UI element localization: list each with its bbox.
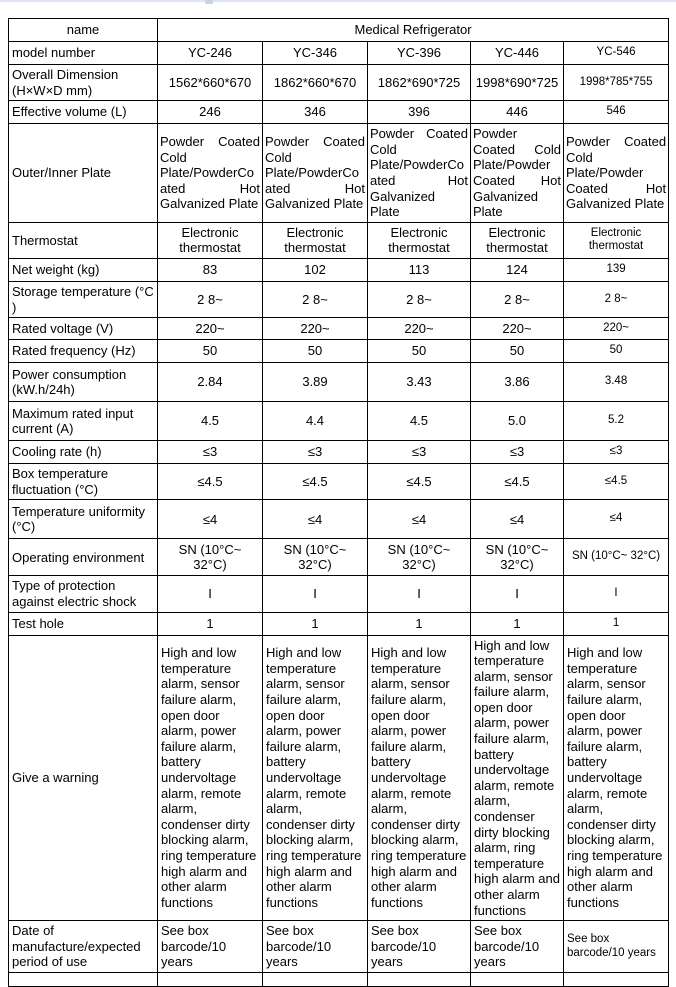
table-row: [9, 402, 669, 441]
row-label: Date of manufacture/expected period of use: [9, 921, 158, 973]
table-cell: 2 8~: [564, 281, 669, 317]
table-cell: 139: [564, 258, 669, 281]
table-row: [9, 539, 669, 576]
table-cell: 1998*785*755: [564, 65, 669, 101]
table-row-clipped: [9, 972, 669, 986]
table-cell: ≤3: [368, 441, 471, 464]
table-cell: 4.4: [263, 402, 368, 441]
table-cell: Powder Coated Cold Plate/PowderCoated Hot Galvanized Plate: [368, 124, 471, 223]
table-cell: 4.5: [368, 402, 471, 441]
table-cell: 220~: [158, 318, 263, 340]
table-cell: See box barcode/10 years: [471, 921, 564, 973]
row-label: Power consumption (kW.h/24h): [9, 363, 158, 402]
table-cell: Powder Coated Cold Plate/Powder Coated Hot Galvanized Plate: [564, 124, 669, 223]
table-row: [9, 281, 669, 317]
table-cell: [564, 972, 669, 986]
row-label: Temperature uniformity (°C): [9, 500, 158, 539]
table-cell: 1862*660*670: [263, 65, 368, 101]
table-cell: 3.89: [263, 363, 368, 402]
table-row: [9, 921, 669, 973]
table-cell: ≤4: [368, 500, 471, 539]
table-cell: 220~: [471, 318, 564, 340]
row-label: Maximum rated input current (A): [9, 402, 158, 441]
table-cell: I: [368, 576, 471, 612]
table-cell: 220~: [368, 318, 471, 340]
model-cell: YC-396: [368, 42, 471, 65]
table-cell: [471, 972, 564, 986]
table-cell: 220~: [263, 318, 368, 340]
table-cell: SN (10°C~ 32°C): [471, 539, 564, 576]
table-row: [9, 500, 669, 539]
row-label: Thermostat: [9, 222, 158, 258]
table-cell: ≤4.5: [564, 464, 669, 500]
table-cell: 1: [368, 612, 471, 635]
table-cell: 396: [368, 101, 471, 124]
table-row: [9, 340, 669, 363]
table-cell: 1: [158, 612, 263, 635]
table-cell: Powder Coated Cold Plate/Powder Coated Hot Galvanized Plate: [471, 124, 564, 223]
table-cell: 346: [263, 101, 368, 124]
row-label: Give a warning: [9, 635, 158, 921]
table-cell: 50: [263, 340, 368, 363]
table-cell: 3.86: [471, 363, 564, 402]
table-cell: 446: [471, 101, 564, 124]
table-row: [9, 363, 669, 402]
row-label: Overall Dimension (H×W×D mm): [9, 65, 158, 101]
model-cell: YC-346: [263, 42, 368, 65]
table-row: [9, 258, 669, 281]
top-edge-artifact: [205, 0, 213, 4]
table-cell: I: [564, 576, 669, 612]
model-cell: YC-446: [471, 42, 564, 65]
table-cell: ≤3: [158, 441, 263, 464]
table-cell: 1: [263, 612, 368, 635]
table-row: [9, 124, 669, 223]
product-name: Medical Refrigerator: [158, 19, 669, 42]
row-label-model-number: model number: [9, 42, 158, 65]
table-cell: ≤4.5: [471, 464, 564, 500]
table-cell: SN (10°C~ 32°C): [564, 539, 669, 576]
table-cell: 546: [564, 101, 669, 124]
table-row-model: [9, 42, 669, 65]
table-cell: 2 8~: [263, 281, 368, 317]
row-label: Operating environment: [9, 539, 158, 576]
table-row-name: [9, 19, 669, 42]
table-cell: 83: [158, 258, 263, 281]
table-cell: SN (10°C~ 32°C): [158, 539, 263, 576]
table-cell: 1862*690*725: [368, 65, 471, 101]
table-row: [9, 612, 669, 635]
table-row: [9, 101, 669, 124]
table-cell: [263, 972, 368, 986]
table-row: [9, 576, 669, 612]
table-cell: Electronic thermostat: [564, 222, 669, 258]
row-label: Outer/Inner Plate: [9, 124, 158, 223]
table-cell: High and low temperature alarm, sensor failure alarm, open door alarm, power failure alarm, battery undervoltage alarm, remote alarm, condenser dirty blocking alarm, ring temperature high alarm and other alarm functions: [471, 635, 564, 921]
row-label: Effective volume (L): [9, 101, 158, 124]
row-label: Rated frequency (Hz): [9, 340, 158, 363]
table-cell: I: [263, 576, 368, 612]
row-label: Box temperature fluctuation (°C): [9, 464, 158, 500]
table-cell: [9, 972, 158, 986]
table-cell: 50: [158, 340, 263, 363]
table-cell: SN (10°C~ 32°C): [368, 539, 471, 576]
table-cell: 3.48: [564, 363, 669, 402]
table-cell: Electronic thermostat: [471, 222, 564, 258]
table-cell: High and low temperature alarm, sensor failure alarm, open door alarm, power failure alarm, battery undervoltage alarm, remote alarm, condenser dirty blocking alarm, ring temperature high alarm and other alarm functions: [158, 635, 263, 921]
model-cell: YC-246: [158, 42, 263, 65]
table-cell: ≤4.5: [263, 464, 368, 500]
table-cell: 124: [471, 258, 564, 281]
table-cell: ≤4: [158, 500, 263, 539]
table-cell: See box barcode/10 years: [564, 921, 669, 973]
table-cell: 113: [368, 258, 471, 281]
table-cell: 246: [158, 101, 263, 124]
table-cell: ≤3: [564, 441, 669, 464]
table-cell: ≤4: [263, 500, 368, 539]
table-cell: Electronic thermostat: [368, 222, 471, 258]
row-label: Test hole: [9, 612, 158, 635]
table-cell: See box barcode/10 years: [368, 921, 471, 973]
table-cell: High and low temperature alarm, sensor failure alarm, open door alarm, power failure alarm, battery undervoltage alarm, remote alarm, condenser dirty blocking alarm, ring temperature high alarm and other alarm functions: [368, 635, 471, 921]
table-cell: ≤4.5: [368, 464, 471, 500]
table-cell: See box barcode/10 years: [158, 921, 263, 973]
table-row: [9, 635, 669, 921]
table-cell: 2 8~: [368, 281, 471, 317]
table-cell: 2 8~: [158, 281, 263, 317]
table-cell: 3.43: [368, 363, 471, 402]
table-cell: 1998*690*725: [471, 65, 564, 101]
table-cell: I: [158, 576, 263, 612]
table-cell: 50: [368, 340, 471, 363]
table-cell: I: [471, 576, 564, 612]
table-cell: Electronic thermostat: [263, 222, 368, 258]
table-row: [9, 441, 669, 464]
table-cell: High and low temperature alarm, sensor failure alarm, open door alarm, power failure alarm, battery undervoltage alarm, remote alarm, condenser dirty blocking alarm, ring temperature high alarm and other alarm functions: [564, 635, 669, 921]
table-cell: 5.0: [471, 402, 564, 441]
table-row: [9, 65, 669, 101]
table-cell: 1562*660*670: [158, 65, 263, 101]
table-cell: ≤4: [564, 500, 669, 539]
row-label: Rated voltage (V): [9, 318, 158, 340]
table-cell: ≤4: [471, 500, 564, 539]
table-cell: Powder Coated Cold Plate/PowderCoated Hot Galvanized Plate: [158, 124, 263, 223]
row-label: Storage temperature (°C ): [9, 281, 158, 317]
table-cell: 1: [564, 612, 669, 635]
table-cell: 4.5: [158, 402, 263, 441]
table-cell: Powder Coated Cold Plate/PowderCoated Hot Galvanized Plate: [263, 124, 368, 223]
table-cell: 220~: [564, 318, 669, 340]
table-cell: SN (10°C~ 32°C): [263, 539, 368, 576]
model-cell: YC-546: [564, 42, 669, 65]
table-cell: High and low temperature alarm, sensor failure alarm, open door alarm, power failure alarm, battery undervoltage alarm, remote alarm, condenser dirty blocking alarm, ring temperature high alarm and other alarm functions: [263, 635, 368, 921]
row-label: Cooling rate (h): [9, 441, 158, 464]
spec-table: [8, 18, 669, 987]
table-cell: ≤3: [263, 441, 368, 464]
table-cell: [368, 972, 471, 986]
table-row: [9, 318, 669, 340]
table-row: [9, 222, 669, 258]
row-label: Net weight (kg): [9, 258, 158, 281]
table-cell: 2 8~: [471, 281, 564, 317]
table-cell: ≤4.5: [158, 464, 263, 500]
table-cell: 1: [471, 612, 564, 635]
table-cell: [158, 972, 263, 986]
table-cell: 102: [263, 258, 368, 281]
table-cell: 50: [471, 340, 564, 363]
top-edge-strip: [0, 0, 676, 2]
table-cell: See box barcode/10 years: [263, 921, 368, 973]
table-cell: 2.84: [158, 363, 263, 402]
table-cell: ≤3: [471, 441, 564, 464]
row-label: Type of protection against electric shock: [9, 576, 158, 612]
table-cell: 50: [564, 340, 669, 363]
table-row: [9, 464, 669, 500]
table-cell: Electronic thermostat: [158, 222, 263, 258]
table-cell: 5.2: [564, 402, 669, 441]
row-label-name: name: [9, 19, 158, 42]
